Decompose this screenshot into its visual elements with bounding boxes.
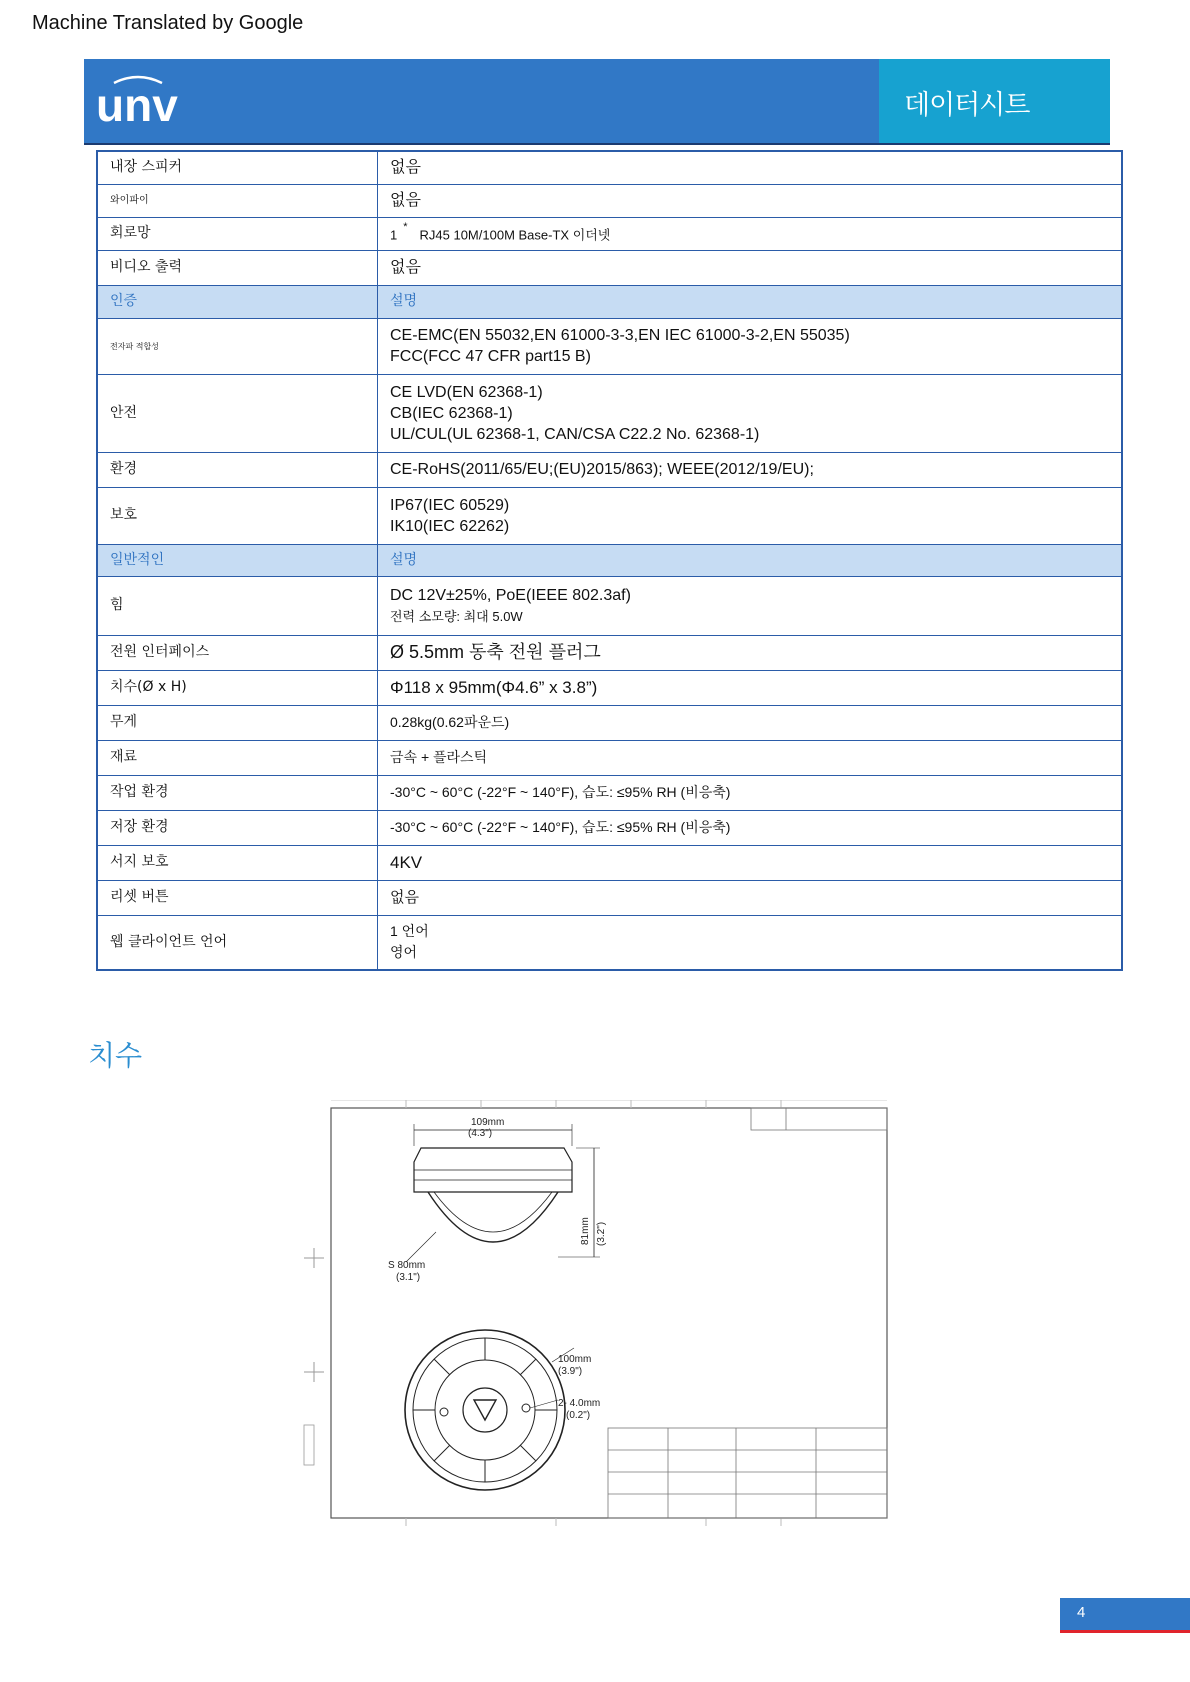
safety-line-2: CB(IEC 62368-1) [390, 404, 513, 422]
header-blue-band [84, 59, 879, 143]
page-number-underline [1060, 1630, 1190, 1633]
row-label: 무게 [97, 705, 378, 740]
row-safety [97, 374, 1122, 452]
row-reset [97, 880, 1122, 915]
header-bar [84, 59, 1110, 144]
row-value: CE-RoHS(2011/65/EU;(EU)2015/863); WEEE(2012/19/EU); [378, 452, 1123, 487]
base-in-label: (3.9") [558, 1366, 583, 1377]
width-in-label: (4.3") [468, 1128, 493, 1139]
row-label: 와이파이 [97, 184, 378, 217]
row-value [378, 217, 1123, 250]
row-web-language [97, 915, 1122, 970]
section-certification [97, 285, 1122, 318]
row-value [378, 576, 1123, 635]
row-weight [97, 705, 1122, 740]
row-label: 재료 [97, 740, 378, 775]
row-environment [97, 452, 1122, 487]
row-operating-env [97, 775, 1122, 810]
page-number: 4 [1077, 1604, 1086, 1621]
camera-side-view [406, 1124, 600, 1262]
camera-base-view [405, 1330, 574, 1490]
row-label: 웹 클라이언트 언어 [97, 915, 378, 970]
row-power-interface [97, 635, 1122, 670]
row-label: 리셋 버튼 [97, 880, 378, 915]
footnote-star: * [403, 221, 408, 234]
doc-title: 데이터시트 [904, 90, 1030, 121]
section-label: 인증 [97, 285, 378, 318]
side-crosses [304, 1248, 324, 1382]
side-label-box [304, 1425, 314, 1465]
row-label: 서지 보호 [97, 845, 378, 880]
row-value [378, 915, 1123, 970]
row-value: 없음 [378, 880, 1123, 915]
row-label: 전원 인터페이스 [97, 635, 378, 670]
row-label: 비디오 출력 [97, 250, 378, 285]
height-mm-label: 81mm [580, 1217, 591, 1245]
row-value: Ø 5.5mm 동축 전원 플러그 [378, 635, 1123, 670]
row-label: 작업 환경 [97, 775, 378, 810]
protection-line-1: IP67(IEC 60529) [390, 496, 510, 514]
dimensions-heading: 치수 [88, 1039, 143, 1072]
emc-line-2: FCC(FCC 47 CFR part15 B) [390, 348, 591, 365]
row-value [378, 487, 1123, 544]
row-emc [97, 318, 1122, 374]
row-label: 환경 [97, 452, 378, 487]
row-speaker [97, 151, 1122, 184]
spec-table [96, 150, 1123, 971]
base-mm-label: 100mm [558, 1354, 592, 1365]
hole-mm-label: 2- 4.0mm [558, 1398, 601, 1409]
section-value: 설명 [378, 544, 1123, 576]
network-value: RJ45 10M/100M Base-TX 이더넷 [419, 227, 611, 243]
row-value: Φ118 x 95mm(Φ4.6” x 3.8”) [378, 670, 1123, 705]
dome-in-label: (3.1") [396, 1272, 421, 1283]
safety-line-1: CE LVD(EN 62368-1) [390, 383, 543, 401]
row-value: -30°C ~ 60°C (-22°F ~ 140°F), 습도: ≤95% RH (비응축) [378, 810, 1123, 845]
power-line-1: DC 12V±25%, PoE(IEEE 802.3af) [390, 586, 631, 604]
machine-translated-banner: Machine Translated by Google [32, 12, 304, 34]
hole-in-label: (0.2") [566, 1410, 591, 1421]
row-wifi [97, 184, 1122, 217]
row-label: 안전 [97, 374, 378, 452]
row-value: 없음 [378, 151, 1123, 184]
row-video-out [97, 250, 1122, 285]
section-general [97, 544, 1122, 576]
row-material [97, 740, 1122, 775]
section-value: 설명 [378, 285, 1123, 318]
title-block-top [751, 1108, 887, 1130]
page-number-box [1060, 1598, 1190, 1630]
height-in-label: (3.2") [596, 1221, 607, 1246]
row-label: 내장 스피커 [97, 151, 378, 184]
row-label: 보호 [97, 487, 378, 544]
row-network [97, 217, 1122, 250]
protection-line-2: IK10(IEC 62262) [390, 517, 510, 535]
section-label: 일반적인 [97, 544, 378, 576]
row-surge [97, 845, 1122, 880]
logo-text: unv [96, 79, 178, 131]
row-value [378, 374, 1123, 452]
row-power [97, 576, 1122, 635]
row-value: 금속 + 플라스틱 [378, 740, 1123, 775]
dome-mm-label: S 80mm [388, 1260, 426, 1271]
safety-line-3: UL/CUL(UL 62368-1, CAN/CSA C22.2 No. 62368-1) [390, 425, 760, 443]
row-value: 없음 [378, 184, 1123, 217]
row-protection [97, 487, 1122, 544]
row-value: -30°C ~ 60°C (-22°F ~ 140°F), 습도: ≤95% RH (비응축) [378, 775, 1123, 810]
row-label: 전자파 적합성 [97, 318, 378, 374]
web-lang-line-2: 영어 [390, 944, 418, 961]
header-underline [84, 143, 1110, 145]
emc-line-1: CE-EMC(EN 55032,EN 61000-3-3,EN IEC 61000-3-2,EN 55035) [390, 327, 850, 344]
row-value [378, 318, 1123, 374]
row-label: 치수(Ø x H) [97, 670, 378, 705]
row-dimension [97, 670, 1122, 705]
row-label: 저장 환경 [97, 810, 378, 845]
row-value: 4KV [378, 845, 1123, 880]
network-count: 1 [390, 227, 398, 243]
frame-ticks [406, 1100, 781, 1526]
row-value: 없음 [378, 250, 1123, 285]
title-block-bottom [608, 1428, 887, 1518]
power-consumption: 전력 소모량: 최대 5.0W [390, 608, 523, 624]
row-label: 회로망 [97, 217, 378, 250]
row-storage-env [97, 810, 1122, 845]
width-mm-label: 109mm [471, 1117, 505, 1128]
dimension-drawing [296, 1100, 896, 1530]
web-lang-line-1: 1 언어 [390, 923, 429, 940]
unv-logo [96, 73, 196, 133]
row-label: 힘 [97, 576, 378, 635]
row-value: 0.28kg(0.62파운드) [378, 705, 1123, 740]
